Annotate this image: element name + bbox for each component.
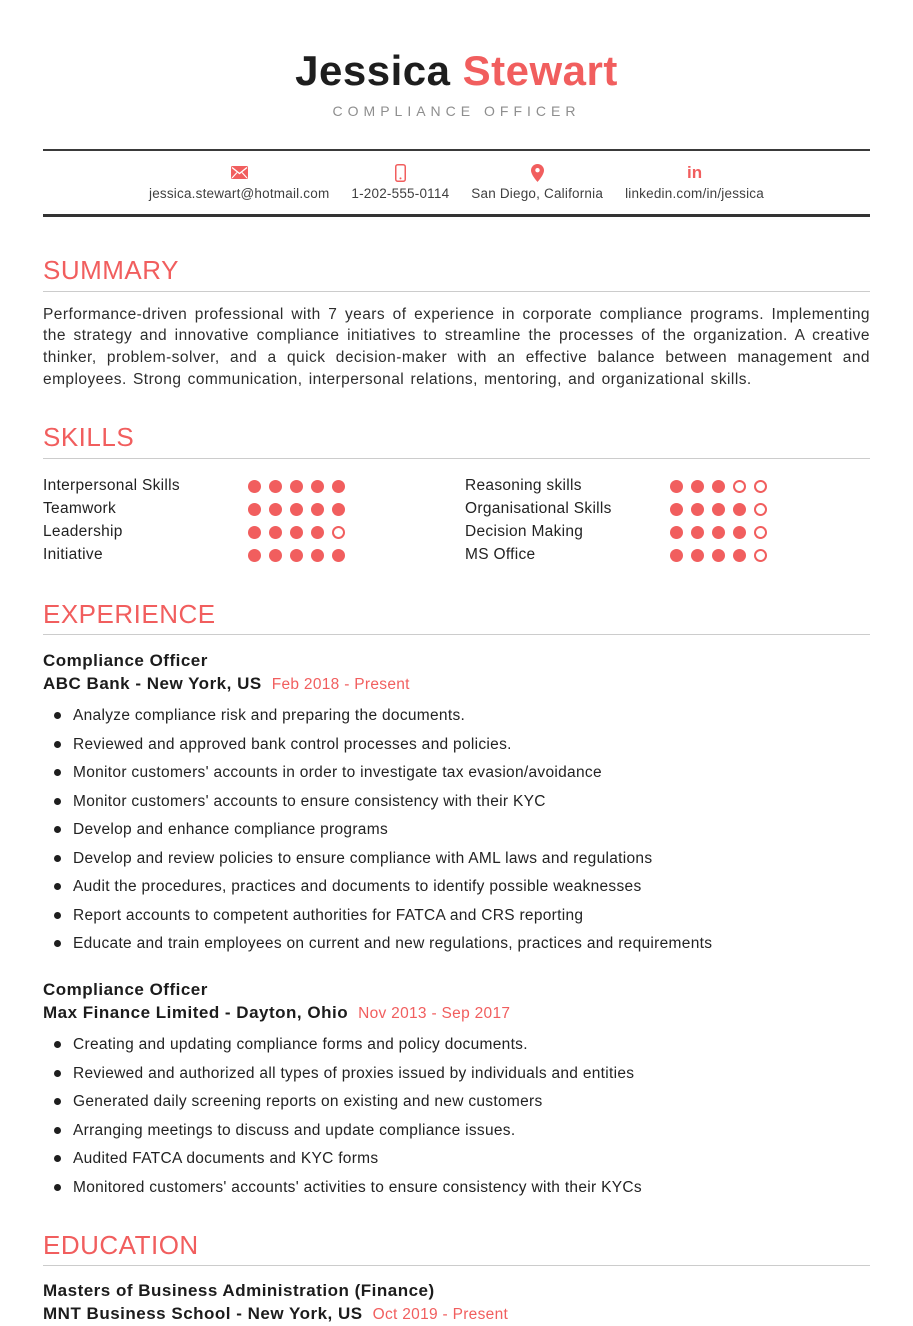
resume-header bbox=[43, 48, 870, 119]
rating-dot-filled bbox=[269, 503, 282, 516]
job-dates: Feb 2018 - Present bbox=[271, 676, 410, 694]
rating-dot-filled bbox=[290, 526, 303, 539]
rating-dot-filled bbox=[332, 549, 345, 562]
rating-dot-filled bbox=[733, 526, 746, 539]
rating-dot-filled bbox=[691, 480, 704, 493]
job-entry bbox=[43, 978, 870, 1198]
rating-dot-filled bbox=[733, 503, 746, 516]
skill-label: Decision Making bbox=[465, 523, 584, 541]
job-bullet: Generated daily screening reports on existing and new customers bbox=[43, 1091, 870, 1112]
skill-rating bbox=[670, 480, 767, 493]
envelope-icon bbox=[231, 164, 248, 181]
job-title: Compliance Officer bbox=[43, 651, 208, 671]
skill-row bbox=[465, 521, 767, 544]
last-name: Stewart bbox=[462, 47, 618, 94]
rating-dot-filled bbox=[691, 549, 704, 562]
rating-dot-empty bbox=[733, 480, 746, 493]
job-bullet: Monitored customers' accounts' activities to ensure consistency with their KYCs bbox=[43, 1177, 870, 1198]
rating-dot-filled bbox=[712, 526, 725, 539]
rating-dot-filled bbox=[712, 480, 725, 493]
skill-label: Interpersonal Skills bbox=[43, 477, 180, 495]
job-company-line bbox=[43, 1001, 870, 1025]
rating-dot-filled bbox=[712, 503, 725, 516]
skill-row bbox=[43, 498, 345, 521]
rating-dot-filled bbox=[311, 480, 324, 493]
job-bullet: Develop and enhance compliance programs bbox=[43, 819, 870, 840]
school-name: MNT Business School - New York, US bbox=[43, 1304, 363, 1324]
skill-row bbox=[465, 544, 767, 567]
location-text: San Diego, California bbox=[471, 186, 604, 202]
degree-title: Masters of Business Administration (Finance) bbox=[43, 1281, 435, 1301]
education-dates: Oct 2019 - Present bbox=[372, 1306, 509, 1324]
education-entry bbox=[43, 1279, 870, 1326]
skill-label: Reasoning skills bbox=[465, 477, 582, 495]
rating-dot-filled bbox=[248, 503, 261, 516]
skill-rating bbox=[670, 526, 767, 539]
rating-dot-filled bbox=[670, 503, 683, 516]
job-bullet: Audit the procedures, practices and documents to identify possible weaknesses bbox=[43, 876, 870, 897]
skills-column-right bbox=[465, 475, 767, 567]
job-bullet: Reviewed and authorized all types of proxies issued by individuals and entities bbox=[43, 1063, 870, 1084]
job-bullet: Reviewed and approved bank control processes and policies. bbox=[43, 734, 870, 755]
skill-rating bbox=[248, 549, 345, 562]
job-bullet: Creating and updating compliance forms and policy documents. bbox=[43, 1034, 870, 1055]
rating-dot-empty bbox=[754, 480, 767, 493]
skills-section bbox=[43, 423, 870, 567]
skill-label: Organisational Skills bbox=[465, 500, 612, 518]
summary-section bbox=[43, 256, 870, 390]
job-bullets bbox=[43, 705, 870, 954]
summary-heading: SUMMARY bbox=[43, 256, 870, 292]
skill-label: Initiative bbox=[43, 546, 103, 564]
rating-dot-filled bbox=[248, 549, 261, 562]
rating-dot-filled bbox=[290, 549, 303, 562]
job-company-line bbox=[43, 672, 870, 696]
contact-bar bbox=[43, 149, 870, 217]
job-company: ABC Bank - New York, US bbox=[43, 674, 262, 694]
first-name: Jessica bbox=[295, 47, 451, 94]
job-bullet: Analyze compliance risk and preparing the documents. bbox=[43, 705, 870, 726]
rating-dot-filled bbox=[311, 503, 324, 516]
skill-rating bbox=[248, 480, 345, 493]
skill-row bbox=[43, 544, 345, 567]
candidate-name bbox=[43, 48, 870, 94]
skills-heading: SKILLS bbox=[43, 423, 870, 459]
rating-dot-filled bbox=[733, 549, 746, 562]
skill-rating bbox=[248, 526, 345, 539]
skill-row bbox=[465, 498, 767, 521]
rating-dot-filled bbox=[670, 480, 683, 493]
rating-dot-filled bbox=[332, 503, 345, 516]
rating-dot-filled bbox=[290, 480, 303, 493]
job-bullet: Arranging meetings to discuss and update compliance issues. bbox=[43, 1120, 870, 1141]
rating-dot-filled bbox=[712, 549, 725, 562]
job-bullets bbox=[43, 1034, 870, 1198]
rating-dot-filled bbox=[691, 503, 704, 516]
rating-dot-filled bbox=[269, 549, 282, 562]
skill-label: Leadership bbox=[43, 523, 123, 541]
education-heading: EDUCATION bbox=[43, 1231, 870, 1267]
skills-column-left bbox=[43, 475, 345, 567]
summary-text: Performance-driven professional with 7 years of experience in corporate compliance programs. Implementing the strategy and innovative compliance initiatives to streamline the processes of the organization. A creative thinker, problem-solver, and a quick decision-maker with an effective balance between management and employees. Strong communication, interpersonal relations, mentoring, and organizational skills. bbox=[43, 305, 870, 388]
linkedin-icon: in bbox=[686, 163, 703, 183]
rating-dot-filled bbox=[670, 549, 683, 562]
contact-linkedin bbox=[625, 164, 764, 201]
linkedin-text: linkedin.com/in/jessica bbox=[625, 186, 764, 202]
experience-heading: EXPERIENCE bbox=[43, 600, 870, 636]
school-line bbox=[43, 1302, 870, 1326]
skill-rating bbox=[670, 549, 767, 562]
contact-phone bbox=[351, 164, 449, 201]
candidate-job-title: COMPLIANCE OFFICER bbox=[332, 103, 581, 120]
skills-grid bbox=[43, 475, 870, 567]
job-bullet: Educate and train employees on current and new regulations, practices and requirements bbox=[43, 933, 870, 954]
rating-dot-filled bbox=[311, 549, 324, 562]
rating-dot-empty bbox=[754, 526, 767, 539]
rating-dot-filled bbox=[248, 480, 261, 493]
job-entry bbox=[43, 649, 870, 954]
skill-rating bbox=[248, 503, 345, 516]
rating-dot-filled bbox=[290, 503, 303, 516]
rating-dot-empty bbox=[332, 526, 345, 539]
skill-label: MS Office bbox=[465, 546, 536, 564]
phone-text: 1-202-555-0114 bbox=[351, 186, 450, 202]
rating-dot-empty bbox=[754, 549, 767, 562]
contact-location bbox=[471, 164, 603, 201]
skill-row bbox=[465, 475, 767, 498]
education-section bbox=[43, 1231, 870, 1326]
contact-email bbox=[149, 164, 329, 201]
skill-row bbox=[43, 475, 345, 498]
skill-row bbox=[43, 521, 345, 544]
job-bullet: Report accounts to competent authorities for FATCA and CRS reporting bbox=[43, 905, 870, 926]
phone-icon bbox=[395, 164, 406, 181]
rating-dot-filled bbox=[311, 526, 324, 539]
rating-dot-filled bbox=[691, 526, 704, 539]
job-bullet: Monitor customers' accounts to ensure consistency with their KYC bbox=[43, 791, 870, 812]
skill-rating bbox=[670, 503, 767, 516]
job-dates: Nov 2013 - Sep 2017 bbox=[358, 1005, 511, 1023]
job-bullet: Monitor customers' accounts in order to investigate tax evasion/avoidance bbox=[43, 762, 870, 783]
job-company: Max Finance Limited - Dayton, Ohio bbox=[43, 1003, 349, 1023]
rating-dot-filled bbox=[332, 480, 345, 493]
rating-dot-empty bbox=[754, 503, 767, 516]
email-text: jessica.stewart@hotmail.com bbox=[149, 186, 330, 202]
skill-label: Teamwork bbox=[43, 500, 117, 518]
job-bullet: Audited FATCA documents and KYC forms bbox=[43, 1148, 870, 1169]
job-title: Compliance Officer bbox=[43, 980, 208, 1000]
rating-dot-filled bbox=[670, 526, 683, 539]
location-pin-icon bbox=[531, 164, 544, 181]
rating-dot-filled bbox=[269, 480, 282, 493]
job-bullet: Develop and review policies to ensure compliance with AML laws and regulations bbox=[43, 848, 870, 869]
rating-dot-filled bbox=[248, 526, 261, 539]
experience-section bbox=[43, 600, 870, 1198]
rating-dot-filled bbox=[269, 526, 282, 539]
